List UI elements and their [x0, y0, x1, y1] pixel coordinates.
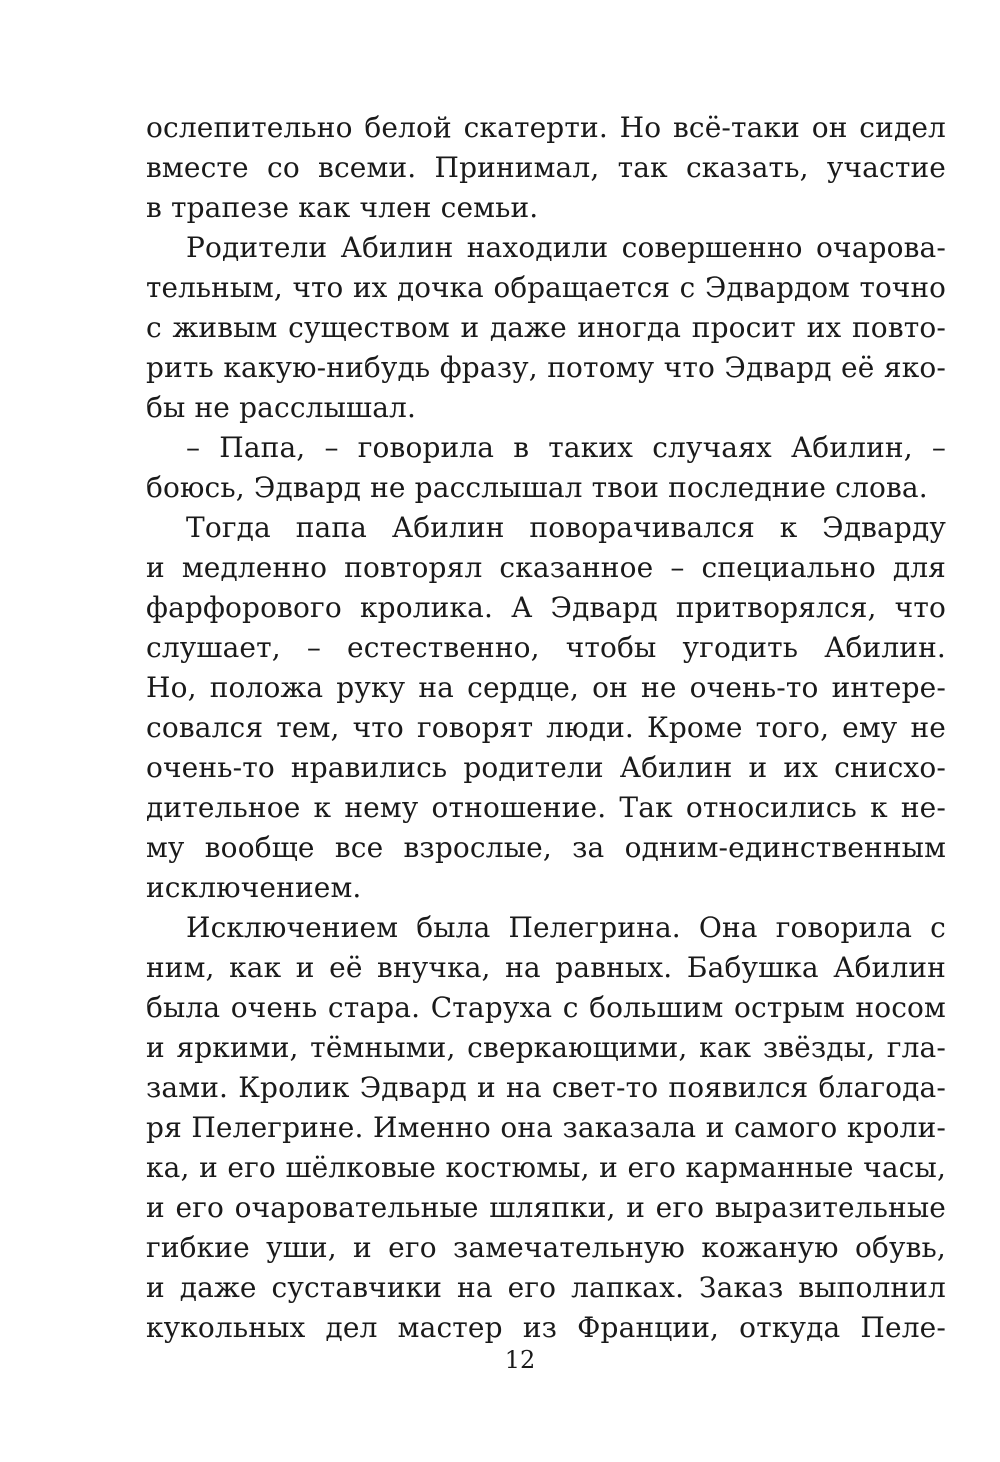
text-line: бы не расслышал. [146, 391, 417, 424]
text-line: и медленно повторял сказанное – специально для [146, 551, 946, 584]
text-line: была очень стара. Старуха с большим острым носом [146, 991, 946, 1024]
text-line: совался тем, что говорят люди. Кроме того, ему не [146, 711, 946, 744]
text-line: фарфорового кролика. А Эдвард притворялся, что [146, 591, 946, 624]
text-line: Но, положа руку на сердце, он не очень-то интере- [146, 671, 946, 704]
text-line: очень-то нравились родители Абилин и их снисхо- [146, 751, 946, 784]
text-line: ним, как и её внучка, на равных. Бабушка Абилин [146, 951, 946, 984]
text-line: кукольных дел мастер из Франции, откуда Пеле- [146, 1311, 946, 1344]
text-line: – Папа, – говорила в таких случаях Абилин, – [186, 431, 946, 464]
page-number: 12 [504, 1346, 536, 1374]
text-line: вместе со всеми. Принимал, так сказать, участие [146, 151, 946, 184]
text-line: и даже суставчики на его лапках. Заказ выполнил [146, 1271, 946, 1304]
text-line: и яркими, тёмными, сверкающими, как звёзды, гла- [146, 1031, 946, 1064]
text-line: исключением. [146, 871, 362, 904]
text-line: зами. Кролик Эдвард и на свет-то появился благода- [146, 1071, 946, 1104]
page-body-text [146, 108, 946, 1348]
text-line: ослепительно белой скатерти. Но всё-таки он сидел [146, 111, 946, 144]
text-line: с живым существом и даже иногда просит их повто- [146, 311, 946, 344]
text-line: Родители Абилин находили совершенно очарова- [186, 231, 946, 264]
text-line: Исключением была Пелегрина. Она говорила с [186, 911, 946, 944]
text-line: в трапезе как член семьи. [146, 191, 539, 224]
text-line: тельным, что их дочка обращается с Эдвардом точно [146, 271, 946, 304]
text-line: боюсь, Эдвард не расслышал твои последние слова. [146, 471, 928, 504]
text-line: му вообще все взрослые, за одним-единственным [146, 831, 946, 864]
text-line: дительное к нему отношение. Так относились к не- [146, 791, 946, 824]
text-line: слушает, – естественно, чтобы угодить Абилин. [146, 631, 946, 664]
text-line: и его очаровательные шляпки, и его выразительные [146, 1191, 946, 1224]
text-line: ка, и его шёлковые костюмы, и его карманные часы, [146, 1151, 946, 1184]
text-line: Тогда папа Абилин поворачивался к Эдварду [186, 511, 946, 544]
text-line: ря Пелегрине. Именно она заказала и самого кроли- [146, 1111, 946, 1144]
text-line: рить какую-нибудь фразу, потому что Эдвард её яко- [146, 351, 946, 384]
text-line: гибкие уши, и его замечательную кожаную обувь, [146, 1231, 946, 1264]
